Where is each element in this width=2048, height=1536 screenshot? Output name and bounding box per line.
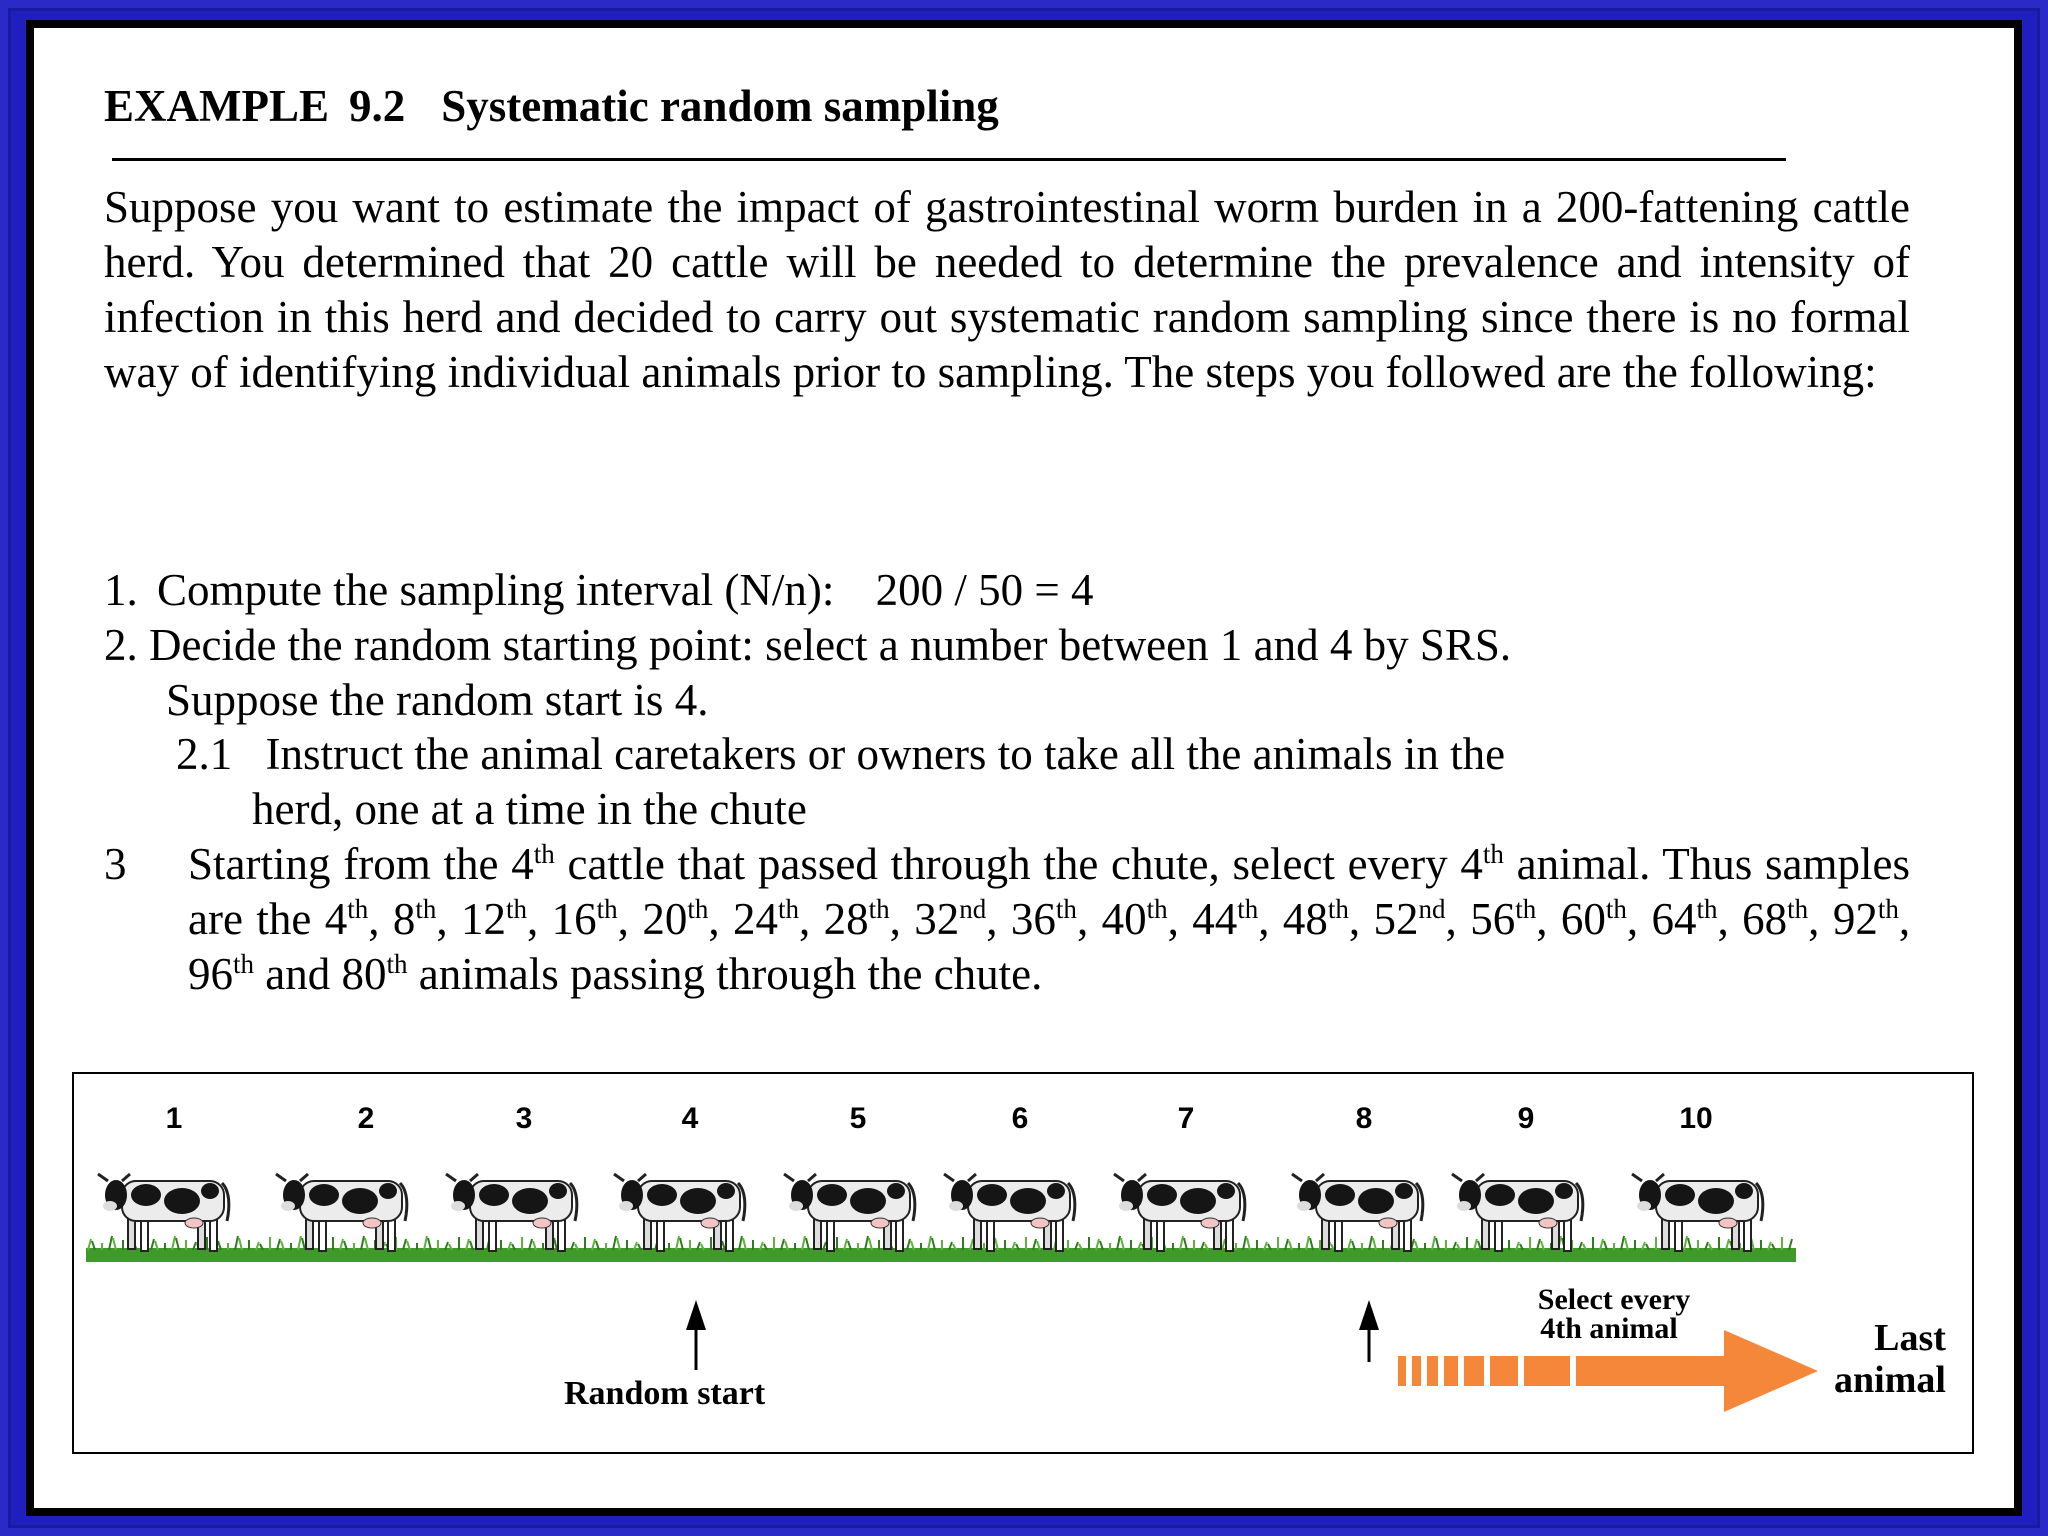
step-3-sup-2: th <box>1482 839 1504 869</box>
random-start-label: Random start <box>564 1375 766 1412</box>
diagram-canvas <box>74 1074 1976 1456</box>
cow-number-3: 3 <box>515 1102 533 1135</box>
ordinal-8: 8th <box>392 894 437 944</box>
cow-number-labels <box>166 1102 1713 1135</box>
step-2-1-line-2: herd, one at a time in the chute <box>252 784 807 834</box>
ordinal-20: 20th <box>642 894 709 944</box>
ordinal-64: 64th <box>1651 894 1718 944</box>
ordinal-44: 44th <box>1192 894 1259 944</box>
step-2-line-2: Suppose the random start is 4. <box>166 675 709 725</box>
cow-number-8: 8 <box>1355 1102 1373 1135</box>
ordinal-12: 12th <box>461 894 528 944</box>
example-heading <box>104 80 999 132</box>
ordinal-28: 28th <box>823 894 890 944</box>
ordinal-32: 32nd <box>914 894 987 944</box>
step-3-part-2: cattle that passed through the chute, select every 4 <box>554 839 1483 889</box>
ordinal-80: 80th <box>341 949 408 999</box>
ordinal-60: 60th <box>1560 894 1627 944</box>
step-3-part-1: Starting from the 4 <box>188 839 534 889</box>
cow-icon <box>1292 1174 1423 1251</box>
step-3-part-3: animal. Thus samples are the <box>188 839 1911 944</box>
ordinal-24: 24th <box>732 894 799 944</box>
cow-number-7: 7 <box>1177 1102 1195 1135</box>
step-3-sup-1: th <box>533 839 555 869</box>
cow-icon <box>98 1174 229 1251</box>
step-2-line-1: Decide the random starting point: select a number between 1 and 4 by SRS. <box>149 620 1512 670</box>
grass-strip <box>86 1236 1796 1262</box>
ordinal-36: 36th <box>1010 894 1077 944</box>
cow-icon <box>446 1174 577 1251</box>
ordinal-48: 48th <box>1282 894 1349 944</box>
ordinal-96: 96th <box>188 949 255 999</box>
heading-rule <box>112 158 1786 161</box>
ordinal-68: 68th <box>1742 894 1809 944</box>
cow-number-5: 5 <box>849 1102 867 1135</box>
step-1-text: Compute the sampling interval (N/n): <box>157 565 835 615</box>
cow-number-9: 9 <box>1517 1102 1535 1135</box>
ordinal-16: 16th <box>551 894 618 944</box>
ordinal-4: 4th <box>324 894 369 944</box>
last-label-line-1: Last <box>1874 1317 1946 1359</box>
last-label-line-2: animal <box>1834 1359 1946 1401</box>
cow-icon <box>1452 1174 1583 1251</box>
step-3-last: through the chute. <box>716 949 1043 999</box>
step-2-number: 2. <box>104 620 138 670</box>
step-1-calculation: 200 / 50 = 4 <box>875 565 1094 615</box>
eighth-animal-arrow <box>1359 1300 1379 1362</box>
cow-number-4: 4 <box>681 1102 699 1135</box>
step-3-text <box>188 837 1910 1002</box>
ordinal-92: 92th <box>1832 894 1899 944</box>
fourth-animal-label: 4th animal <box>1540 1312 1678 1345</box>
example-title: Systematic random sampling <box>441 81 999 131</box>
ordinal-52: 52nd <box>1373 894 1446 944</box>
select-every-label: Select every <box>1537 1283 1691 1316</box>
cow-number-10: 10 <box>1679 1102 1713 1135</box>
step-2-1-line-1: Instruct the animal caretakers or owners to take all the animals in the <box>265 729 1506 779</box>
cow-icon <box>276 1174 407 1251</box>
step-2-1-number: 2.1 <box>176 729 233 779</box>
cow-number-6: 6 <box>1011 1102 1029 1135</box>
random-start-arrow <box>686 1300 706 1370</box>
ordinal-40: 40th <box>1101 894 1168 944</box>
step-2 <box>104 618 1511 673</box>
step-1 <box>104 563 1094 618</box>
sampling-diagram <box>72 1072 1974 1454</box>
example-number: 9.2 <box>349 81 406 131</box>
ordinal-56: 56th <box>1470 894 1537 944</box>
step-2-1 <box>176 727 1505 782</box>
cow-icon <box>1114 1174 1245 1251</box>
step-1-number: 1. <box>104 565 138 615</box>
cow-icon <box>1632 1174 1763 1251</box>
example-label: EXAMPLE <box>104 81 329 131</box>
intro-paragraph: Suppose you want to estimate the impact of gastrointestinal worm burden in a 200-fattening cattle herd. You determined that 20 cattle will be needed to determine the prevalence and intensity of infection in this herd and decided to carry out systematic random sampling since there is no formal way of identifying individual animals prior to sampling. The steps you followed are the following: <box>104 182 1910 397</box>
step-3-tail: animals passing <box>418 949 705 999</box>
step-3-number: 3 <box>104 839 127 889</box>
cow-number-1: 1 <box>165 1102 183 1135</box>
sample-ordinals: 4th, 8th, 12th, 16th, 20th, 24th, 28th, 32nd, 36th, 40th, 44th, 48th, 52nd, 56th, 60th, 64th, 68th, 92th, 96th and 80th <box>188 894 1911 999</box>
cow-number-2: 2 <box>357 1102 375 1135</box>
